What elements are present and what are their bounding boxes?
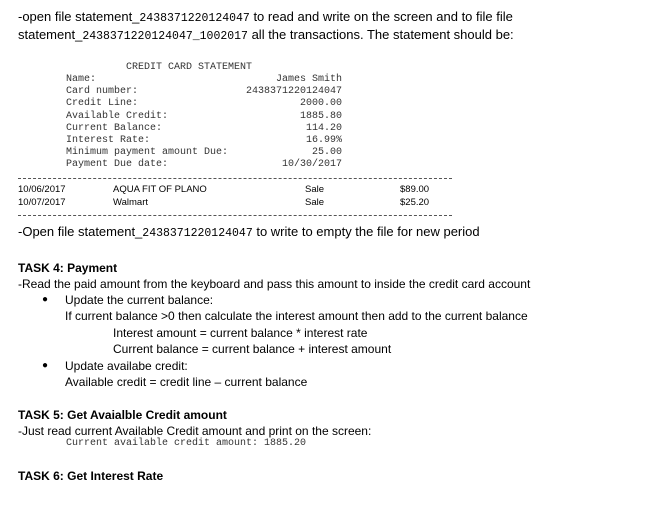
- transaction-date: 10/07/2017: [18, 197, 66, 208]
- statement-row: [66, 111, 342, 123]
- open-empty-line: [18, 224, 480, 240]
- statement-label: Interest Rate:: [66, 135, 151, 146]
- statement-row: [66, 159, 342, 171]
- intro-text: -open file statement_: [18, 9, 140, 24]
- intro-code: 2438371220124047_1002017: [82, 30, 248, 43]
- open-empty-text: to write to empty the file for new period: [252, 224, 480, 239]
- statement-label: Current Balance:: [66, 122, 163, 134]
- statement-label: Card number:: [66, 86, 139, 98]
- statement-label: Credit Line:: [66, 98, 139, 110]
- statement-value: 114.20: [305, 122, 342, 134]
- bullet-icon: ●: [42, 360, 49, 371]
- statement-row: [66, 86, 342, 98]
- statement-value: 2438371220124047: [245, 86, 342, 98]
- task4-b2-line1: Available credit = credit line – current balance: [65, 375, 308, 389]
- statement-label: Available Credit:: [66, 110, 169, 122]
- transaction-amount: $25.20: [400, 197, 430, 208]
- task5-heading: TASK 5: Get Avaialble Credit amount: [18, 408, 227, 422]
- intro-text: statement_: [18, 27, 83, 42]
- bullet-icon: ●: [42, 294, 49, 305]
- transaction-merchant: AQUA FIT OF PLANO: [113, 184, 207, 195]
- task5-output: Current available credit amount: 1885.20: [66, 438, 307, 449]
- task4-bullet1: Update the current balance:: [65, 293, 214, 307]
- task4-bullet2: Update availabe credit:: [65, 359, 188, 373]
- statement-row: [66, 135, 342, 147]
- statement-label: Payment Due date:: [66, 159, 169, 171]
- statement-value: 1885.80: [299, 110, 342, 122]
- open-empty-text: -Open file statement_: [18, 224, 143, 239]
- task6-heading: TASK 6: Get Interest Rate: [18, 469, 164, 483]
- transaction-type: Sale: [305, 184, 325, 195]
- divider-bottom: [18, 215, 452, 216]
- task5-line1: -Just read current Available Credit amount and print on the screen:: [18, 424, 372, 438]
- statement-value: 2000.00: [299, 98, 342, 110]
- task4-heading: TASK 4: Payment: [18, 261, 118, 275]
- intro-line-2: [18, 27, 514, 43]
- transaction-amount: $89.00: [400, 184, 430, 195]
- statement-row: [66, 98, 342, 110]
- transaction-merchant: Walmart: [113, 197, 149, 208]
- statement-row: [66, 123, 342, 135]
- task4-b1-line3: Current balance = current balance + interest amount: [113, 342, 392, 356]
- statement-value: James Smith: [275, 74, 342, 85]
- transaction-date: 10/06/2017: [18, 184, 66, 195]
- statement-value: 25.00: [311, 147, 342, 159]
- statement-label: Minimum payment amount Due:: [66, 147, 229, 159]
- transaction-type: Sale: [305, 197, 325, 208]
- statement-title: CREDIT CARD STATEMENT: [126, 62, 253, 73]
- statement-value: 16.99%: [305, 135, 342, 146]
- task4-b1-line2: Interest amount = current balance * interest rate: [113, 326, 368, 340]
- intro-text: to read and write on the screen and to file file: [249, 9, 513, 24]
- divider-top: [18, 178, 452, 179]
- task4-line1: -Read the paid amount from the keyboard and pass this amount to inside the credit card account: [18, 277, 531, 291]
- open-empty-code: 2438371220124047: [142, 227, 253, 240]
- task4-b1-line1: If current balance >0 then calculate the interest amount then add to the current balance: [65, 309, 528, 323]
- statement-label: Name:: [66, 74, 97, 85]
- statement-value: 10/30/2017: [281, 159, 342, 171]
- statement-row: [66, 74, 342, 86]
- intro-line-1: [18, 9, 513, 25]
- intro-code: 2438371220124047: [139, 12, 250, 25]
- intro-text: all the transactions. The statement should be:: [247, 27, 514, 42]
- statement-row: [66, 147, 342, 159]
